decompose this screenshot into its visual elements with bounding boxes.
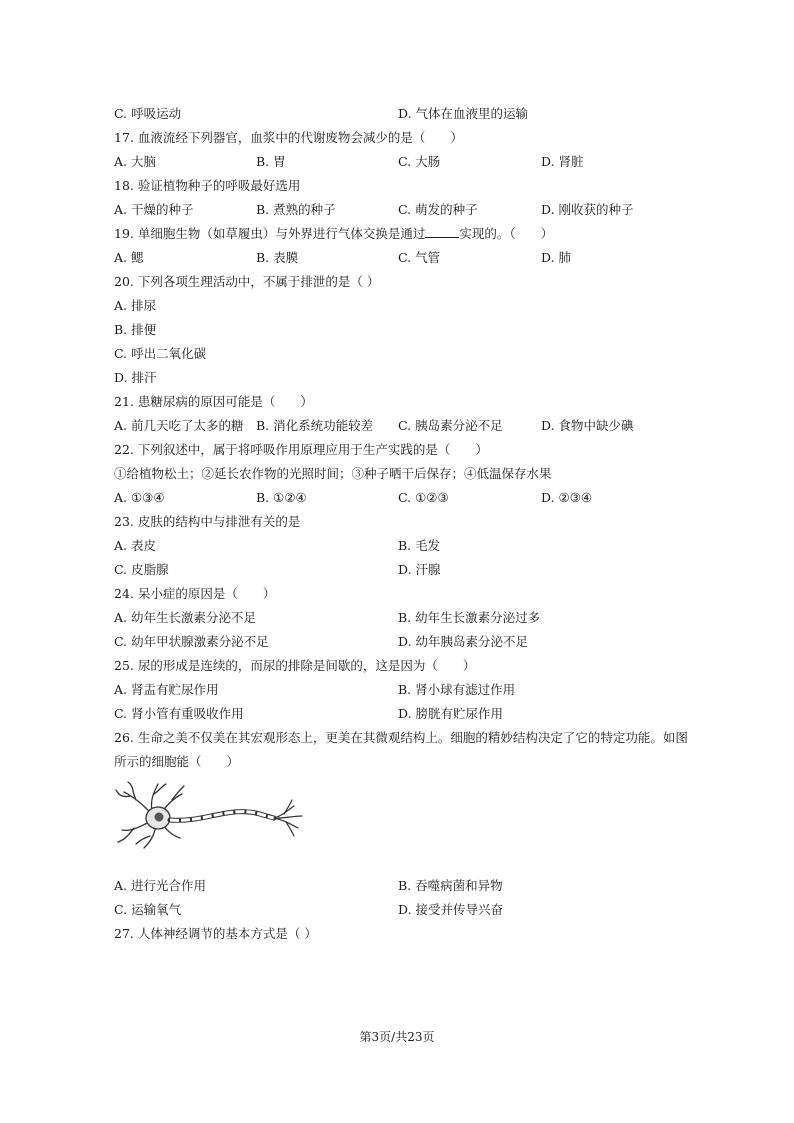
q21-option-c: C. 胰岛素分泌不足 <box>398 418 503 433</box>
q25-option-b: B. 肾小球有滤过作用 <box>398 682 516 697</box>
q19-stem <box>114 226 553 242</box>
q17-option-a: A. 大脑 <box>114 154 156 169</box>
q16-option-d: D. 气体在血液里的运输 <box>398 106 529 121</box>
q18-option-c: C. 萌发的种子 <box>398 202 478 217</box>
neuron-figure <box>114 780 304 850</box>
q17-stem: 17. 血液流经下列器官，血浆中的代谢废物会减少的是（ ） <box>114 130 463 145</box>
q22-stem: 22. 下列叙述中，属于将呼吸作用原理应用于生产实践的是（ ） <box>114 442 488 457</box>
q17-option-b: B. 胃 <box>256 154 286 169</box>
q22-option-a: A. ①③④ <box>114 490 165 505</box>
q19-stem-part2: 实现的。（ ） <box>459 226 554 241</box>
q24-option-d: D. 幼年胰岛素分泌不足 <box>398 634 529 649</box>
q21-option-b: B. 消化系统功能较差 <box>256 418 374 433</box>
q18-option-d: D. 刚收获的种子 <box>541 202 634 217</box>
q26-stem-line2: 所示的细胞能（ ） <box>114 754 240 769</box>
q19-option-c: C. 气管 <box>398 250 441 265</box>
q25-stem: 25. 尿的形成是连续的，而尿的排除是间歇的，这是因为（ ） <box>114 658 476 673</box>
q18-option-b: B. 煮熟的种子 <box>256 202 336 217</box>
q21-stem: 21. 患糖尿病的原因可能是（ ） <box>114 394 313 409</box>
q26-option-a: A. 进行光合作用 <box>114 878 206 893</box>
q22-option-b: B. ①②④ <box>256 490 307 505</box>
q23-option-c: C. 皮脂腺 <box>114 562 169 577</box>
q25-option-d: D. 膀胱有贮尿作用 <box>398 706 504 721</box>
q24-option-c: C. 幼年甲状腺激素分泌不足 <box>114 634 269 649</box>
answer-blank <box>425 226 459 238</box>
q24-option-a: A. 幼年生长激素分泌不足 <box>114 610 256 625</box>
q23-option-a: A. 表皮 <box>114 538 156 553</box>
q19-stem-part1: 19. 单细胞生物（如草履虫）与外界进行气体交换是通过 <box>114 226 426 241</box>
q26-option-d: D. 接受并传导兴奋 <box>398 902 504 917</box>
q23-option-d: D. 汗腺 <box>398 562 441 577</box>
q17-option-d: D. 肾脏 <box>541 154 584 169</box>
q27-stem: 27. 人体神经调节的基本方式是（ ） <box>114 926 317 941</box>
q26-stem-line1: 26. 生命之美不仅美在其宏观形态上，更美在其微观结构上。细胞的精妙结构决定了它的特定功能。如图 <box>114 730 688 745</box>
q17-option-c: C. 大肠 <box>398 154 441 169</box>
q21-option-d: D. 食物中缺少碘 <box>541 418 634 433</box>
q18-option-a: A. 干燥的种子 <box>114 202 194 217</box>
q24-stem: 24. 呆小症的原因是（ ） <box>114 586 276 601</box>
q18-stem: 18. 验证植物种子的呼吸最好选用 <box>114 178 301 193</box>
q21-option-a: A. 前几天吃了太多的糖 <box>114 418 244 433</box>
q20-option-b: B. 排便 <box>114 322 157 337</box>
q26-option-b: B. 吞噬病菌和异物 <box>398 878 503 893</box>
q16-option-c: C. 呼吸运动 <box>114 106 182 121</box>
q19-option-a: A. 鳃 <box>114 250 144 265</box>
page-number: 第3页/共23页 <box>359 1030 435 1044</box>
q20-stem: 20. 下列各项生理活动中，不属于排泄的是（ ） <box>114 274 380 289</box>
q22-option-c: C. ①②③ <box>398 490 449 505</box>
q22-option-d: D. ②③④ <box>541 490 593 505</box>
q22-items: ①给植物松土；②延长农作物的光照时间；③种子晒干后保存；④低温保存水果 <box>114 466 552 481</box>
q24-option-b: B. 幼年生长激素分泌过多 <box>398 610 541 625</box>
q23-stem: 23. 皮肤的结构中与排泄有关的是 <box>114 514 301 529</box>
q19-option-b: B. 表膜 <box>256 250 299 265</box>
q26-option-c: C. 运输氧气 <box>114 902 182 917</box>
q20-option-a: A. 排尿 <box>114 298 156 313</box>
q23-option-b: B. 毛发 <box>398 538 441 553</box>
q25-option-a: A. 肾盂有贮尿作用 <box>114 682 219 697</box>
q20-option-c: C. 呼出二氧化碳 <box>114 346 207 361</box>
q20-option-d: D. 排汗 <box>114 370 157 385</box>
q19-option-d: D. 肺 <box>541 250 572 265</box>
q25-option-c: C. 肾小管有重吸收作用 <box>114 706 244 721</box>
